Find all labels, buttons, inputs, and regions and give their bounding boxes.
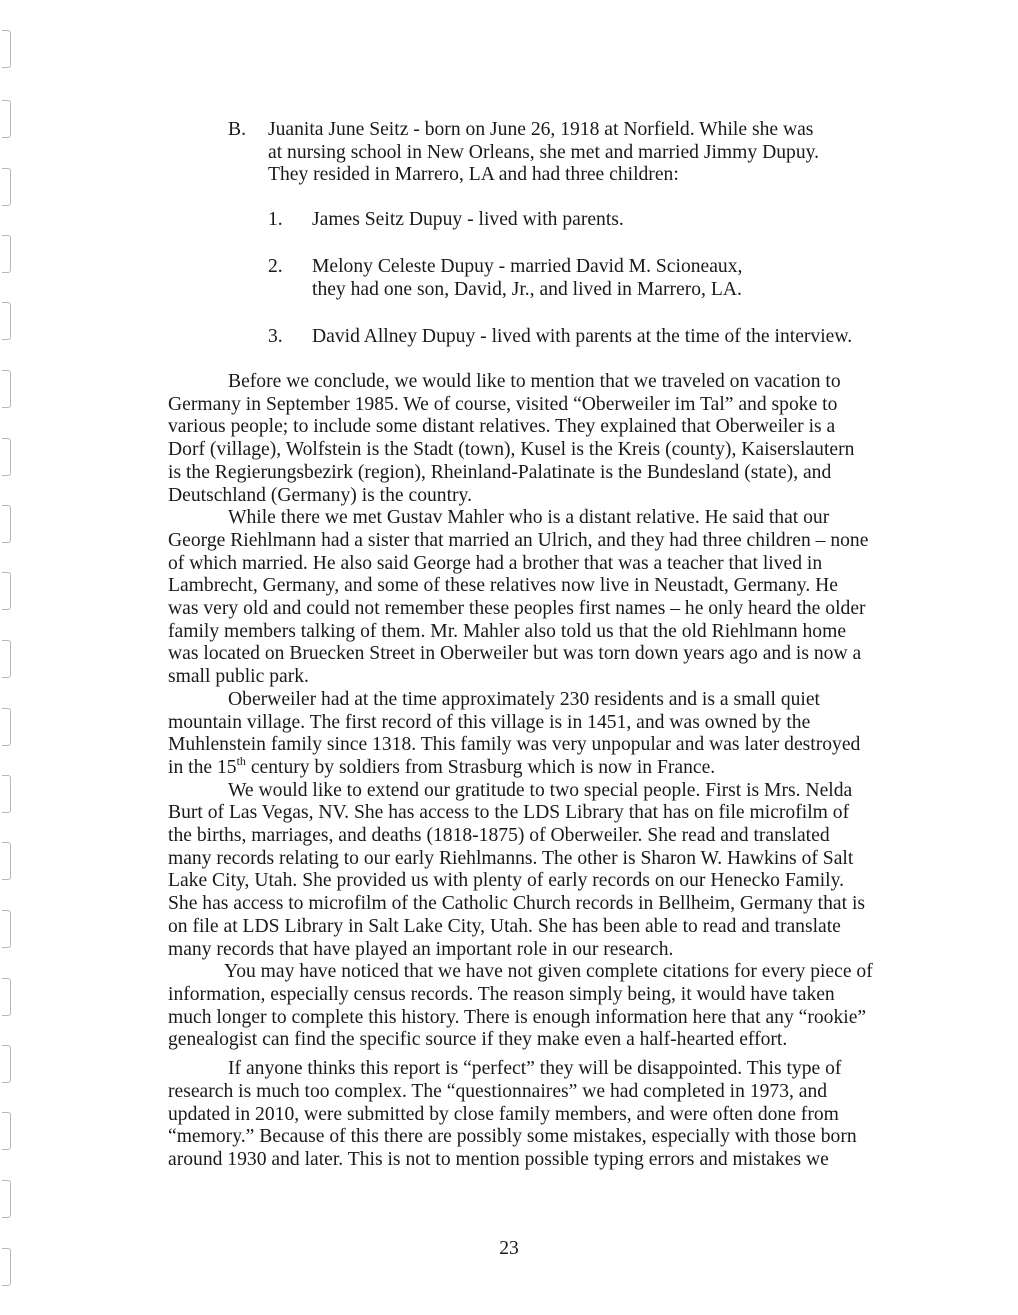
paragraph-line: research is much too complex. The “questionnaires” we had completed in 1973, and	[168, 1080, 828, 1102]
item-b-line: They resided in Marrero, LA and had three children:	[268, 164, 679, 186]
paragraph-line: Deutschland (Germany) is the country.	[168, 484, 472, 506]
paragraph-line: much longer to complete this history. There is enough information here that any “rookie”	[168, 1006, 867, 1028]
paragraph-line: You may have noticed that we have not given complete citations for every piece of	[224, 961, 873, 983]
child-line: James Seitz Dupuy - lived with parents.	[312, 209, 624, 230]
item-b-text	[268, 119, 819, 187]
paragraph-line: around 1930 and later. This is not to mention possible typing errors and mistakes we	[168, 1148, 829, 1170]
child-entry	[312, 209, 624, 232]
paragraph-line: updated in 2010, were submitted by close family members, and were often done from	[168, 1103, 839, 1125]
binder-hole-icon	[2, 775, 11, 813]
paragraph-line: Burt of Las Vegas, NV. She has access to the LDS Library that has on file microfilm of	[168, 802, 850, 824]
paragraph-line: genealogist can find the specific source if they make even a half-hearted effort.	[168, 1029, 788, 1051]
paragraph-line: many records relating to our early Riehlmanns. The other is Sharon W. Hawkins of Salt	[168, 847, 854, 869]
paragraph-line: the births, marriages, and deaths (1818-1875) of Oberweiler. She read and translated	[168, 825, 830, 847]
binder-hole-icon	[2, 235, 11, 273]
paragraph-line: was located on Bruecken Street in Oberweiler but was torn down years ago and is now a	[168, 643, 862, 665]
item-b-marker: B.	[228, 119, 246, 140]
paragraph-line: many records that have played an important role in our research.	[168, 938, 674, 960]
binder-hole-icon	[2, 302, 11, 340]
paragraph-line: While there we met Gustav Mahler who is a distant relative. He said that our	[228, 507, 830, 529]
item-b-line: Juanita June Seitz - born on June 26, 1918 at Norfield. While she was	[268, 119, 814, 140]
binder-hole-icon	[2, 1180, 11, 1218]
century-line-after: century by soldiers from Strasburg which is now in France.	[245, 756, 716, 778]
century-line-before: in the 15	[168, 756, 237, 778]
paragraph-line: mountain village. The first record of this village is in 1451, and was owned by the	[168, 711, 811, 733]
binder-hole-icon	[2, 30, 11, 68]
paragraph-line: If anyone thinks this report is “perfect” they will be disappointed. This type of	[228, 1058, 842, 1080]
child-number: 3.	[268, 326, 283, 347]
paragraph-line: information, especially census records. The reason simply being, it would have taken	[168, 983, 835, 1005]
binder-hole-icon	[2, 1112, 11, 1150]
binder-hole-icon	[2, 572, 11, 610]
binder-hole-icon	[2, 842, 11, 880]
binder-hole-icon	[2, 505, 11, 543]
paragraph-line: was very old and could not remember these peoples first names – he only heard the older	[168, 598, 866, 620]
paragraph-line: “memory.” Because of this there are possibly some mistakes, especially with those born	[168, 1126, 857, 1148]
page-number: 23	[499, 1238, 519, 1259]
paragraph-line: Dorf (village), Wolfstein is the Stadt (town), Kusel is the Kreis (county), Kaiserslautern	[168, 439, 855, 461]
paragraph-line: She has access to microfilm of the Catholic Church records in Bellheim, Germany that is	[168, 893, 866, 915]
binder-hole-icon	[2, 100, 11, 138]
paragraph-line: on file at LDS Library in Salt Lake City, Utah. She has been able to read and translate	[168, 915, 841, 937]
paragraph-line: Muhlenstein family since 1318. This family was very unpopular and was later destroyed	[168, 734, 861, 756]
century-line	[168, 753, 878, 780]
paragraph-line: Lambrecht, Germany, and some of these relatives now live in Neustadt, Germany. He	[168, 575, 838, 597]
binder-hole-icon	[2, 640, 11, 678]
binder-hole-icon	[2, 1045, 11, 1083]
paragraph-line: We would like to extend our gratitude to two special people. First is Mrs. Nelda	[228, 779, 853, 801]
paragraph-line: Lake City, Utah. She provided us with plenty of early records on our Henecko Family.	[168, 870, 845, 892]
paragraph-line: Germany in September 1985. We of course, visited “Oberweiler im Tal” and spoke to	[168, 393, 838, 415]
paragraph-line: Before we conclude, we would like to mention that we traveled on vacation to	[228, 371, 841, 392]
body-text	[168, 371, 878, 1172]
item-b-line: at nursing school in New Orleans, she met and married Jimmy Dupuy.	[268, 141, 820, 163]
child-entry	[312, 326, 852, 349]
paragraph-line: various people; to include some distant relatives. They explained that Oberweiler is a	[168, 416, 836, 438]
ordinal-superscript: th	[236, 753, 246, 768]
binder-hole-icon	[2, 910, 11, 948]
child-line: Melony Celeste Dupuy - married David M. Scioneaux,	[312, 256, 743, 277]
binder-hole-icon	[2, 708, 11, 746]
paragraph-line: is the Regierungsbezirk (region), Rheinland-Palatinate is the Bundesland (state), and	[168, 461, 832, 483]
paragraph-line: family members talking of them. Mr. Mahler also told us that the old Riehlmann home	[168, 620, 847, 642]
paragraph-line: small public park.	[168, 666, 309, 688]
binder-hole-icon	[2, 978, 11, 1016]
binder-hole-icon	[2, 168, 11, 206]
child-entry	[312, 256, 742, 301]
binder-holes	[0, 0, 16, 1315]
paragraph-line: George Riehlmann had a sister that married an Ulrich, and they had three children – none	[168, 529, 869, 551]
child-number: 2.	[268, 256, 283, 277]
binder-hole-icon	[2, 438, 11, 476]
paragraph-line: of which married. He also said George had a brother that was a teacher that lived in	[168, 552, 823, 574]
child-number: 1.	[268, 209, 283, 230]
child-line: they had one son, David, Jr., and lived in Marrero, LA.	[312, 278, 742, 300]
binder-hole-icon	[2, 370, 11, 408]
paragraph-line: Oberweiler had at the time approximately 230 residents and is a small quiet	[228, 688, 820, 710]
child-line: David Allney Dupuy - lived with parents at the time of the interview.	[312, 326, 853, 347]
